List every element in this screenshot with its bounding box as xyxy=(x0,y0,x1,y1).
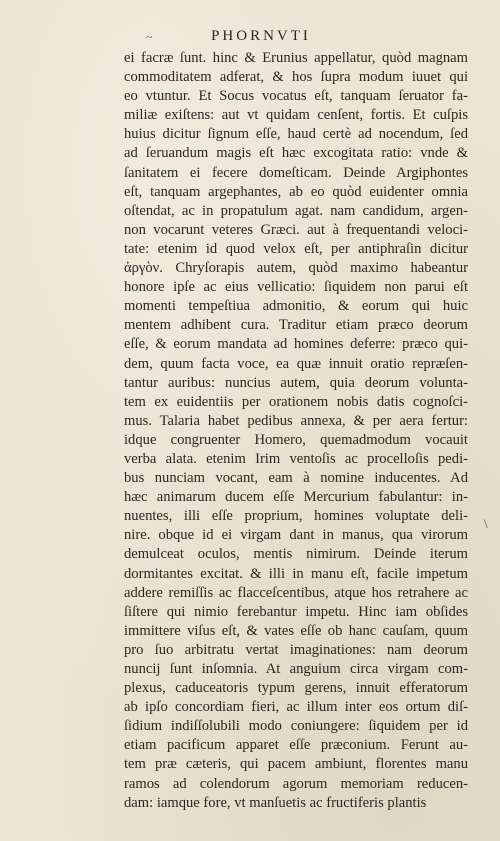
text-line: tem ex euidentiis per orationem nobis datis cognoſci- xyxy=(124,393,468,410)
text-line: ei facræ ſunt. hinc & Erunius appellatur, quòd magnam xyxy=(124,50,468,66)
text-line: immittere viſus eſt, & vates eſſe ob hanc cauſam, quum xyxy=(124,622,468,639)
text-line: momenti tempeſtiua admonitio, & eorum qui huic xyxy=(124,298,468,315)
text-line: oſtendat, ac in propatulum agat. nam candidum, argen- xyxy=(124,202,468,219)
text-line: dormitantes excitat. & illi in manu eſt, facile impetum xyxy=(124,565,468,582)
text-line: tem præ cæteris, qui pacem ambiunt, florentes manu xyxy=(124,756,468,773)
text-line: huius dicitur ſignum eſſe, haud certè ad nocendum, ſed xyxy=(124,126,468,143)
text-line: dam: iamque fore, vt manſuetis ac fructiferis plantis xyxy=(124,794,427,811)
text-line: mentem adhibent cura. Traditur etiam præco deorum xyxy=(124,317,468,334)
text-line: nuncij ſunt inſomnia. At anguium circa virgam com- xyxy=(124,661,468,677)
text-line: eſt, tanquam argephantes, ab eo quòd euidenter omnia xyxy=(124,183,468,200)
text-line: eſſe, & eorum mandata ad homines deferre: præco qui- xyxy=(124,336,468,353)
text-line: ſanitatem ei fecere domeſticam. Deinde Argiphontes xyxy=(124,164,468,181)
text-line: ſidium indiſſolubili modo coniungere: ſiquidem per id xyxy=(124,718,468,735)
text-line: ἀργὸν. Chryſorapis autem, quòd maximo habeantur xyxy=(124,260,468,277)
text-line: ad ſeruandum magis eſt hæc excogitata ratio: vnde & xyxy=(124,145,468,162)
text-line: honore ipſe ac eius vellicatio: ſiquidem non parui eſt xyxy=(124,279,468,296)
text-line: bus nunciam vocant, eam à nomine inducentes. Ad xyxy=(124,470,468,487)
body-text xyxy=(124,49,468,813)
text-line: ſiſtere qui nimio ferebantur impetu. Hinc iam obſides xyxy=(124,603,468,620)
text-line: demulceat oculos, mentis nimirum. Deinde iterum xyxy=(124,546,468,563)
margin-mark: \ xyxy=(484,516,488,531)
text-line: dem, quum facta voce, ea quæ innuit oratio repræſen- xyxy=(124,355,468,372)
text-line: ab ipſo concordiam fieri, ac illum inter eos ortum diſ- xyxy=(124,699,468,716)
text-line: ramos ad colendorum agorum memoriam reducen- xyxy=(124,775,468,792)
text-line: tate: etenim id quod velox eſt, per antiphraſin dicitur xyxy=(124,240,468,257)
text-line: mus. Talaria habet pedibus annexa, & per aera fertur: xyxy=(124,412,468,429)
text-line: pro ſuo arbitratu vertat imaginationes: nam deorum xyxy=(124,641,468,658)
text-line: miliæ exiſtens: aut vt quidam cenſent, fortis. Et cuſpis xyxy=(124,107,468,124)
text-line: verba alata. etenim Irim ventoſis ac procelloſis pedi- xyxy=(124,450,468,467)
running-head: PHORNVTI xyxy=(211,28,311,44)
corner-mark: ~ xyxy=(146,30,153,44)
text-line: hæc animarum ducem eſſe Mercurium fabulantur: in- xyxy=(124,489,468,506)
text-line: plexus, caduceatoris typum gerens, innuit efferatorum xyxy=(124,680,468,697)
text-line: addere remiſſis ac flacceſcentibus, atque hos retrahere ac xyxy=(124,584,468,601)
text-line: idque congruenter Homero, quemadmodum vocauit xyxy=(124,431,468,448)
text-line: commoditatem adferat, & hos ſupra modum iuuet qui xyxy=(124,69,468,86)
text-line: tantur auribus: nuncius autem, quia deorum volunta- xyxy=(124,374,468,391)
text-line: nuentes, illi eſſe proprium, homines voluptate deli- xyxy=(124,508,468,525)
text-line: non vocarunt veteres Græci. aut à frequentandi veloci- xyxy=(124,221,468,238)
text-line: eo vtuntur. Et Socus vocatus eſt, tanquam ſeruator fa- xyxy=(124,88,468,105)
text-line: nire. obque id ei virgam dant in manus, qua virorum xyxy=(124,527,468,544)
text-line: etiam pacificum apparet eſſe præconium. Ferunt au- xyxy=(124,737,468,754)
